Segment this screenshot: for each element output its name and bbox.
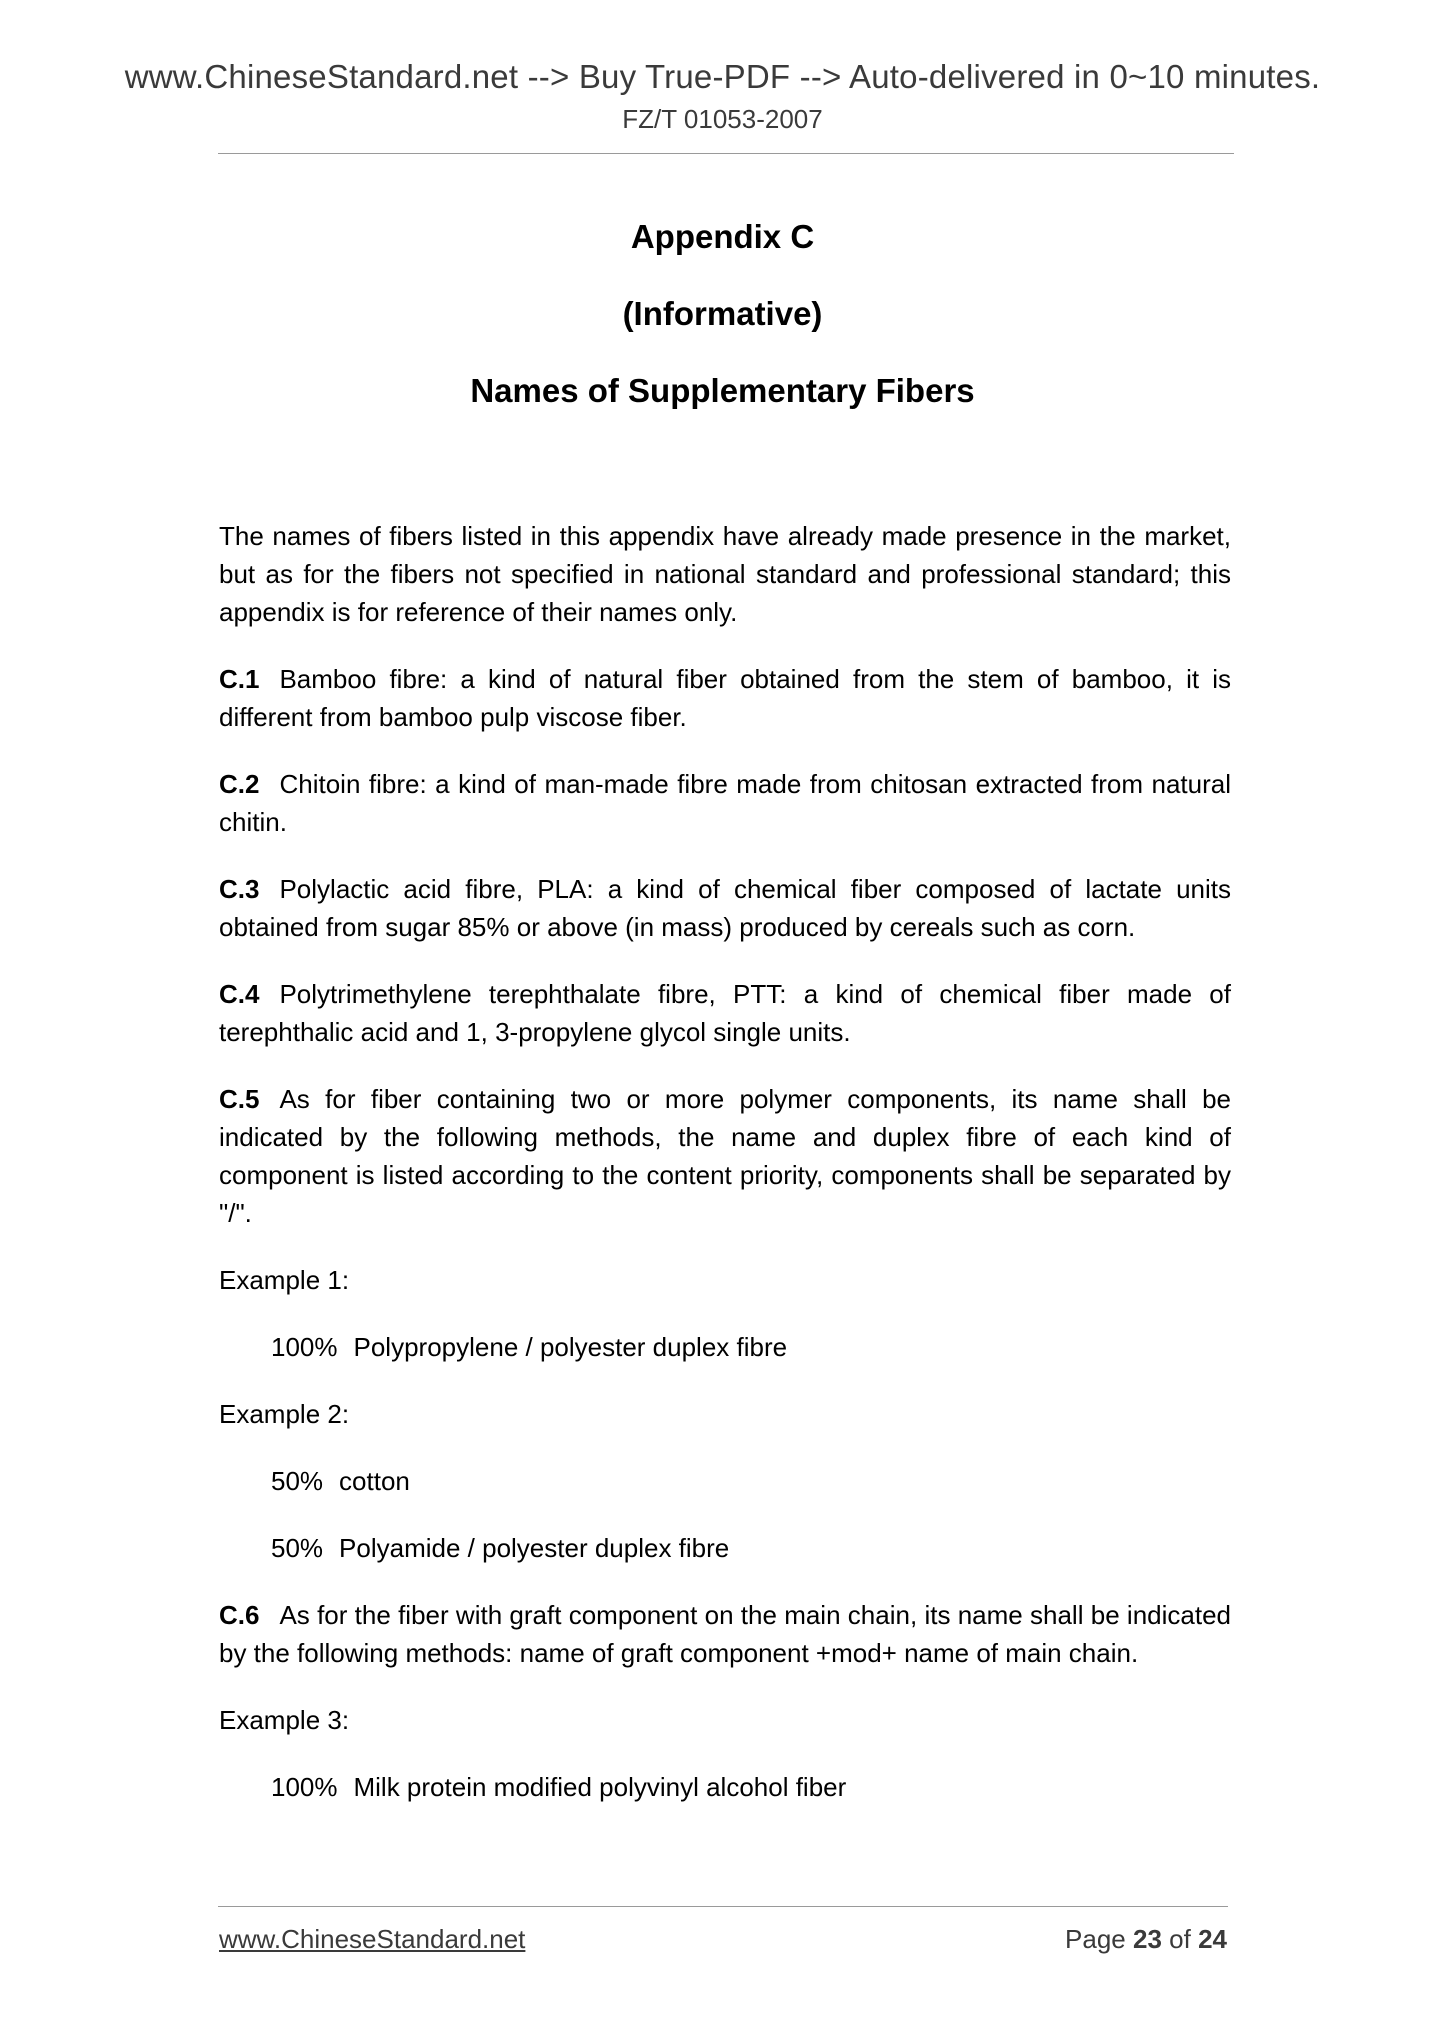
clause-text: As for fiber containing two or more polymer components, its name shall be indicated by the following methods, the name and duplex fibre of each kind of component is listed according to the content priority, components shall be separated by "/". xyxy=(219,1084,1231,1228)
clause-number: C.3 xyxy=(219,874,260,904)
page-of: of xyxy=(1169,1924,1191,1954)
footer-divider xyxy=(218,1906,1228,1907)
clause-number: C.2 xyxy=(219,769,260,799)
header-divider xyxy=(218,153,1234,154)
clause-c5 xyxy=(219,1080,1231,1232)
appendix-title: Appendix C xyxy=(630,218,815,255)
header-banner: www.ChineseStandard.net --> Buy True-PDF --> Auto-delivered in 0~10 minutes. xyxy=(124,58,1321,95)
intro-paragraph: The names of fibers listed in this appendix have already made presence in the market, but as for the fibers not specified in national standard and professional standard; this appendix is for reference of their names only. xyxy=(219,521,1231,627)
example-percentage: 100% xyxy=(271,1332,338,1362)
example-fiber-name: cotton xyxy=(339,1466,410,1496)
page-prefix: Page xyxy=(1065,1924,1126,1954)
clause-c4 xyxy=(219,975,1231,1051)
example-3-label: Example 3: xyxy=(219,1705,350,1735)
clause-number: C.1 xyxy=(219,664,260,694)
appendix-type: (Informative) xyxy=(622,295,823,332)
example-2-line-2 xyxy=(219,1529,1231,1567)
clause-text: Bamboo fibre: a kind of natural fiber obtained from the stem of bamboo, it is different from bamboo pulp viscose fiber. xyxy=(219,664,1231,732)
clause-text: Chitoin fibre: a kind of man-made fibre made from chitosan extracted from natural chitin. xyxy=(219,769,1231,837)
clause-text: Polytrimethylene terephthalate fibre, PTT: a kind of chemical fiber made of terephthalic acid and 1, 3-propylene glycol single units. xyxy=(219,979,1231,1047)
example-fiber-name: Milk protein modified polyvinyl alcohol fiber xyxy=(353,1772,847,1802)
example-fiber-name: Polyamide / polyester duplex fibre xyxy=(339,1533,730,1563)
clause-c6 xyxy=(219,1596,1231,1672)
clause-number: C.4 xyxy=(219,979,260,1009)
example-1-line xyxy=(219,1328,1231,1366)
clause-c2 xyxy=(219,765,1231,841)
example-1-label: Example 1: xyxy=(219,1265,350,1295)
appendix-body xyxy=(219,517,1231,1835)
example-percentage: 50% xyxy=(271,1466,324,1496)
clause-c3 xyxy=(219,870,1231,946)
current-page-number: 23 xyxy=(1133,1924,1162,1954)
example-fiber-name: Polypropylene / polyester duplex fibre xyxy=(353,1332,788,1362)
footer-website-link[interactable]: www.ChineseStandard.net xyxy=(219,1924,526,1954)
standard-code: FZ/T 01053-2007 xyxy=(622,104,823,134)
appendix-name: Names of Supplementary Fibers xyxy=(470,372,975,409)
example-3-line xyxy=(219,1768,1231,1806)
example-percentage: 50% xyxy=(271,1533,324,1563)
total-page-number: 24 xyxy=(1198,1924,1227,1954)
clause-number: C.6 xyxy=(219,1600,260,1630)
clause-number: C.5 xyxy=(219,1084,260,1114)
clause-c1 xyxy=(219,660,1231,736)
page-indicator xyxy=(1065,1924,1227,1955)
example-2-line-1 xyxy=(219,1462,1231,1500)
clause-text: Polylactic acid fibre, PLA: a kind of chemical fiber composed of lactate units obtained from sugar 85% or above (in mass) produced by cereals such as corn. xyxy=(219,874,1231,942)
example-2-label: Example 2: xyxy=(219,1399,350,1429)
example-percentage: 100% xyxy=(271,1772,338,1802)
clause-text: As for the fiber with graft component on the main chain, its name shall be indicated by the following methods: name of graft component +mod+ name of main chain. xyxy=(219,1600,1231,1668)
